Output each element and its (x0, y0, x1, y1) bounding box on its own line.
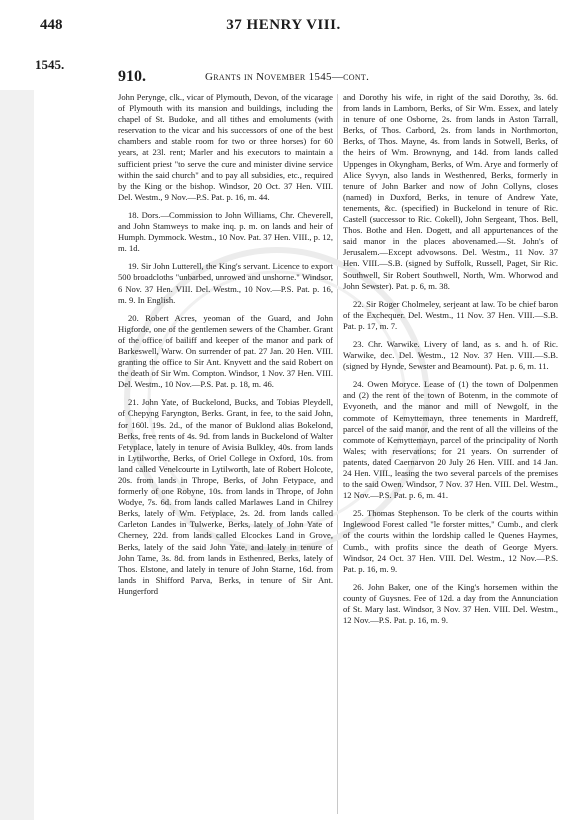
entry-23: 23. Chr. Warwike. Livery of land, as s. and h. of Ric. Warwike, dec. Del. Westm., 12 Nov. 37 Hen. VIII.—S.B. (signed by Hynde, Sewster and Beamount). Pat. p. 6, m. 11. (343, 338, 558, 372)
entry-21-continuation: and Dorothy his wife, in right of the said Dorothy, 3s. 6d. from lands in Lamborn, Berks, of Sir Wm. Essex, and lately in tenure of one Osborne, 2s. from lands in Aston Tarrall, Berks, of Thos. Carbord, 2s. from lands in Northmorton, Berks, of Thos. Mayne, 4s. from lands in Sotwell, Berks, of the heirs of Wm. Brownyng, and 14d. from lands called Uppenges in Okyngham, Berks, of Wm. Arye and formerly of Alice Syvyn, also lands in Westhenred, Berks, formerly in tenure of John Barker and now of John Collyns, closes (named) in Duxford, Berks, in tenure of Andrew Yate, tenements, &c. (specified) in Buckelond in tenure of Ric. Castell (successor to Ric. Cokell), John Sergeant, Thos. Bell, Thos. Bothe and Hen. Dogett, and all appurtenances of the said manor in the places abovenamed.—St. John's of Jerusalem.—Except advowsons. Del. Westm., 11 Nov. 37 Hen. VIII.—S.B. (signed by Suffolk, Russell, Paget, Sir Ric. Southwell, Sir Robert Southwell, North, Wm. Whorwod and John Sewster). Pat. p. 6, m. 38. (343, 92, 558, 291)
document-number: 910. (118, 68, 146, 85)
entry-18: 18. Dors.—Commission to John Williams, Chr. Cheverell, and John Stamweys to make inq. p. m. on lands and heir of Humph. Dymmock. Westm., 10 Nov. Pat. 37 Hen. VIII., p. 12, m. 1d. (118, 209, 333, 254)
entry-25: 25. Thomas Stephenson. To be clerk of the courts within Inglewood Forest called "le forster mittes," Cumb., and clerk of the courts within the lordship called le Quenes Haymes, Cumb., with profits since the death of George Myers. Windsor, 24 Oct. 37 Hen. VIII. Del. Westm., 12 Nov.—P.S. Pat. p. 16, m. 9. (343, 508, 558, 574)
right-column (343, 92, 558, 633)
entry-26: 26. John Baker, one of the King's horsemen within the county of Guysnes. Fee of 12d. a day from the Annunciation of St. Mary last. Windsor, 3 Nov. 37 Hen. VIII. Del. Westm., 12 Nov.—P.S. Pat. p. 16, m. 9. (343, 581, 558, 626)
page-number: 448 (40, 17, 63, 33)
margin-band (0, 90, 34, 820)
year-marker: 1545. (35, 57, 65, 72)
entry-21: 21. John Yate, of Buckelond, Bucks, and Tobias Pleydell, of Chepyng Faryngton, Berks. Grant, in fee, to the said John, for 160l. 19s. 2d., of the manor of Buklond alias Bokelond, Berks, free rents of 4s. 9d. from lands in Buckelond of Walter Fetyplace, lately in tenure of Avisia Bulkley, 40s. from lands in Lytilworthe, Berks, of Oriel College in Oxford, 10s. from land called Venelcourte in Lytilworth, late of Robert Holcote, 20s. from lands in Thrope, Berks, of John Fetypace, and formerly of one Robyne, 10s. from lands in Thrope, of John Wodye, 7s. 6d. from lands called Marlawes Land in Chilrey Berks, lately of Wm. Fetyplace, 2s. 2d. from lands called Carleton Landes in Tulwerke, Berks, lately of John Yate of Cherney, 22d. from lands called Elcockes Land in Grove, Berks, lately of the said John Yate, and lately in tenure of John Tame, 3s. 8d. from lands in Esthenred, Berks, lately of Thos. Elstone, and lately in tenure of John Starne, 16d. from lands in Shifford Parva, Berks, in tenure of Sir Ant. Hungerford (118, 397, 333, 596)
entry-20: 20. Robert Acres, yeoman of the Guard, and John Higforde, one of the gentlemen sewers of the Chamber. Grant of the office of bailiff and keeper of the manor and park of Barkeswell, Warw. On surrender of pat. 27 Jan. 20 Hen. VIII. granting the office to Sir Ant. Knyvett and the said Robert on the death of Sir Wm. Compton. Windsor, 1 Nov. 37 Hen. VIII. Del. Westm., 10 Nov.—P.S. Pat. p. 18, m. 46. (118, 312, 333, 390)
section-heading: Grants in November 1545—cont. (205, 71, 370, 83)
column-divider (337, 94, 338, 814)
entry-19: 19. Sir John Lutterell, the King's servant. Licence to export 500 broadcloths "unbarbed, unrowed and unshorne." Windsor, 6 Nov. 37 Hen. VIII. Del. Westm., 10 Nov.—P.S. Pat. p. 16, m. 9. In English. (118, 261, 333, 305)
running-head: 37 HENRY VIII. (226, 17, 341, 33)
entry-22: 22. Sir Roger Cholmeley, serjeant at law. To be chief baron of the Exchequer. Del. Westm., 11 Nov. 37 Hen. VIII.—S.B. Pat. p. 17, m. 7. (343, 298, 558, 331)
entry-continuation: John Perynge, clk., vicar of Plymouth, Devon, of the vicarage of Plymouth with its mansion and buildings, including the chapel of St. Budoke, and all tithes and emoluments (with reservation to the vicar and his successors of one of the best chambers and stable room for two or three horses) for 60 years, at 23l. rent; Marler and his executors to maintain a sufficient priest "to serve the cure and minister divine service within the said church" and to pay all subsidies, etc., required by the King or the bishop. Windsor, 20 Oct. 37 Hen. VIII. Del. Westm., 9 Nov.—P.S. Pat. p. 16, m. 44. (118, 92, 333, 202)
left-column (118, 92, 333, 604)
entry-24: 24. Owen Moryce. Lease of (1) the town of Dolpenmen and (2) the rent of the town of Botenm, in the commote of Evyoneth, and the manor and mill of Newgolf, in the commote of Kemyttemayn, three tenements in Mardreff, parcel of the said manor, and the rent of all the villeins of the commote of Kemyttemayn, parcel of the principality of North Wales; with reservations; for 21 years. On surrender of patents, dated Caernarvon 20 July 26 Hen. VIII. and 14 Jan. 24 Hen. VIII., leasing the two several parcels of the premises to the said Owen. Windsor, 7 Nov. 37 Hen. VIII. Del. Westm., 12 Nov.—P.S. Pat. p. 6, m. 41. (343, 379, 558, 501)
